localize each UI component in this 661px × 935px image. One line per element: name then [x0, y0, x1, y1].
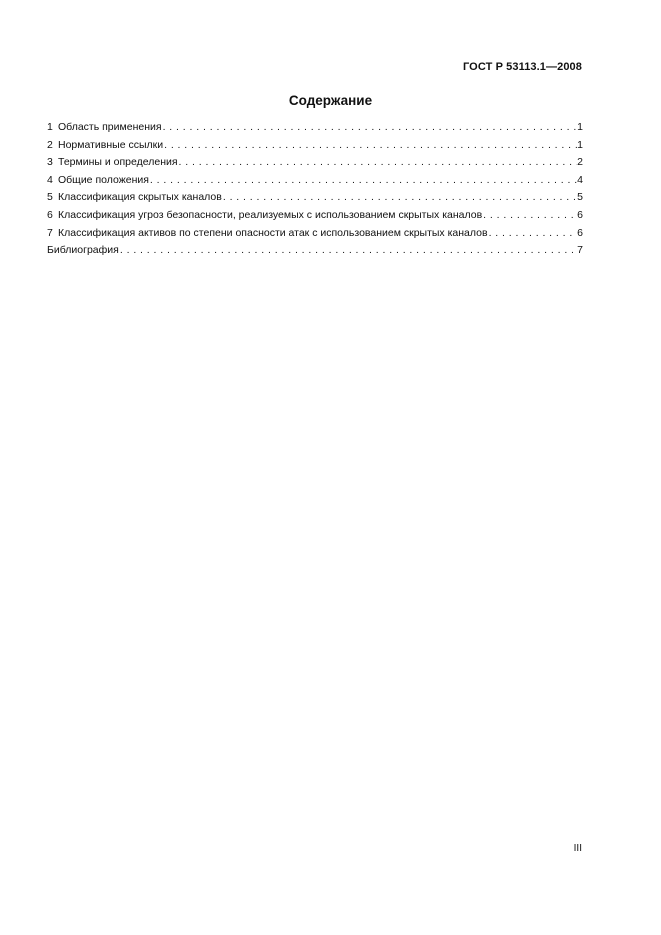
toc-entry-title: Нормативные ссылки — [58, 138, 164, 151]
page-number: III — [573, 843, 582, 854]
toc-entry-page: 6 — [577, 208, 583, 221]
toc-leader-dots — [163, 137, 577, 155]
toc-entry[interactable] — [47, 119, 583, 137]
toc-leader-dots — [482, 207, 577, 225]
toc-entry[interactable] — [47, 242, 583, 260]
toc-leader-dots — [488, 225, 578, 243]
toc-leader-dots — [149, 172, 577, 190]
toc-entry-number: 1 — [47, 121, 53, 133]
toc-entry-number: 2 — [47, 138, 53, 151]
toc-entry[interactable] — [47, 225, 583, 243]
toc-entry-title: Термины и определения — [58, 156, 178, 169]
toc-entry-page: 1 — [577, 121, 583, 133]
toc-entry[interactable] — [47, 172, 583, 190]
toc-entry-title: Классификация угроз безопасности, реализуемых с использованием скрытых каналов — [58, 208, 483, 221]
toc-leader-dots — [162, 119, 578, 137]
toc-entry[interactable] — [47, 207, 583, 225]
toc-entry[interactable] — [47, 154, 583, 172]
toc-entry[interactable] — [47, 189, 583, 207]
toc-entry-title: Классификация активов по степени опасности атак с использованием скрытых каналов — [58, 226, 488, 239]
toc-entry-number: 4 — [47, 173, 53, 186]
toc-leader-dots — [119, 242, 577, 260]
toc-entry-title: Классификация скрытых каналов — [58, 191, 222, 204]
table-of-contents — [47, 119, 583, 260]
toc-title: Содержание — [288, 93, 373, 108]
toc-entry-page: 2 — [577, 156, 583, 169]
toc-entry-number: 5 — [47, 191, 53, 204]
toc-entry-page: 4 — [577, 173, 583, 186]
toc-entry-page: 5 — [577, 191, 583, 204]
toc-entry-number: 6 — [47, 208, 53, 221]
toc-entry-title: Библиография — [47, 244, 119, 257]
toc-leader-dots — [222, 189, 577, 207]
toc-entry-page: 7 — [577, 244, 583, 257]
toc-entry-number: 3 — [47, 156, 53, 169]
toc-leader-dots — [178, 154, 578, 172]
document-code: ГОСТ Р 53113.1—2008 — [462, 61, 582, 73]
toc-entry-number: 7 — [47, 226, 53, 239]
toc-entry[interactable] — [47, 137, 583, 155]
toc-entry-page: 6 — [577, 226, 583, 239]
toc-entry-title: Область применения — [58, 121, 162, 133]
toc-entry-title: Общие положения — [58, 173, 149, 186]
toc-entry-page: 1 — [577, 138, 583, 151]
